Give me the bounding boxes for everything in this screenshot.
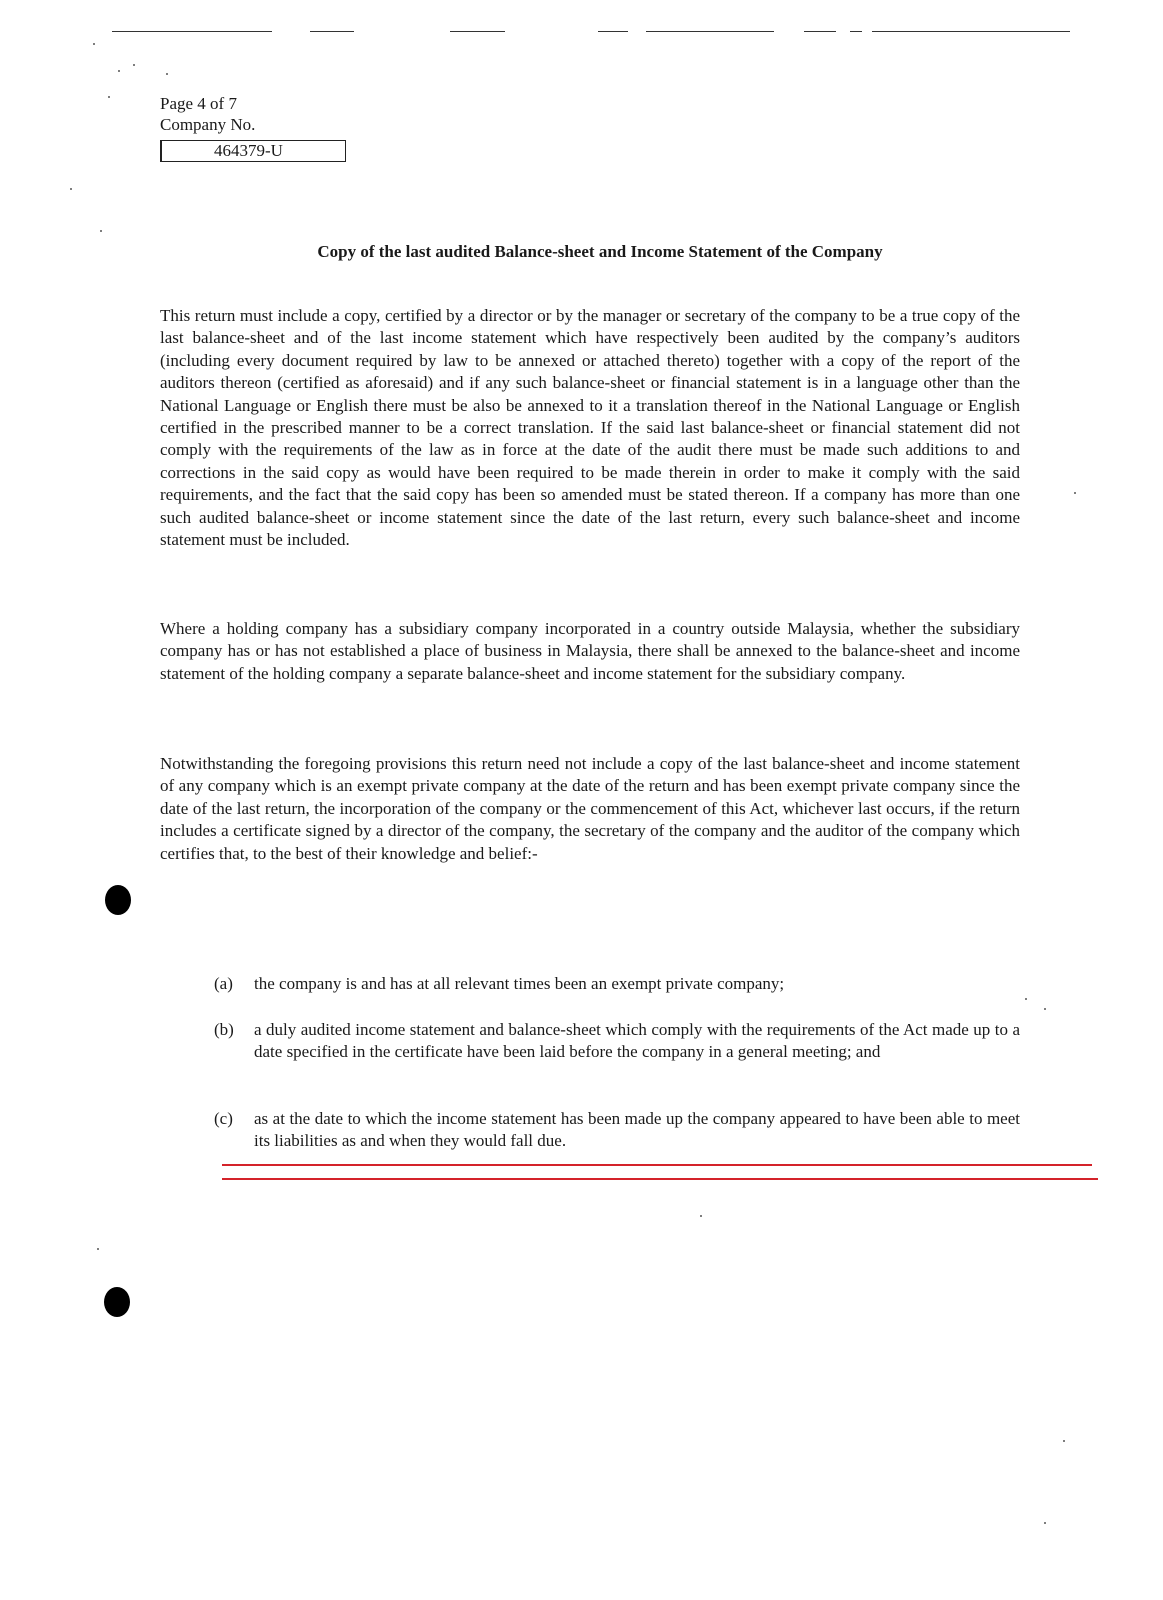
- list-item: [214, 973, 1020, 995]
- scan-speck: [1025, 998, 1027, 1000]
- top-rule-7: [850, 31, 862, 32]
- page-header: [160, 93, 255, 135]
- scan-speck: [166, 73, 168, 75]
- scan-speck: [133, 64, 135, 66]
- scan-speck: [118, 70, 120, 72]
- scan-speck: [97, 1248, 99, 1250]
- list-text: as at the date to which the income statement has been made up the company appeared to have been able to meet its liabilities as and when they would fall due.: [254, 1109, 1020, 1151]
- scan-speck: [100, 230, 102, 232]
- scan-speck: [93, 43, 95, 45]
- top-rule-2: [310, 31, 354, 32]
- punch-hole-icon: [104, 1287, 130, 1317]
- punch-hole-icon: [105, 885, 131, 915]
- page-number: Page 4 of 7: [160, 94, 237, 113]
- list-marker: (a): [214, 974, 233, 993]
- paragraph-holding-company: Where a holding company has a subsidiary company incorporated in a country outside Malaysia, whether the subsidiary company has or has not established a place of business in Malaysia, there shall be annexed to the balance-sheet and income statement of the holding company a separate balance-sheet and income statement for the subsidiary company.: [160, 619, 1020, 683]
- list-item: [214, 1108, 1020, 1153]
- page-title: Copy of the last audited Balance-sheet and Income Statement of the Company: [317, 242, 883, 261]
- company-no-box: 464379-U: [160, 140, 346, 162]
- paragraph-certified-copy: This return must include a copy, certified by a director or by the manager or secretary of the company to be a true copy of the last balance-sheet and of the last income statement which have respectively been audited by the company’s auditors (including every document required by law to be annexed or attached thereto) together with a copy of the report of the auditors thereon (certified as aforesaid) and if any such balance-sheet or financial statement is in a language other than the National Language or English there must be also be annexed to it a translation thereof in the National Language or English certified in the prescribed manner to be a correct translation. If the said last balance-sheet or financial statement did not comply with the requirements of the law as in force at the date of the audit there must be made such additions to and corrections in the said copy as would have been required to be made therein in order to make it comply with the said requirements, and the fact that the said copy has been so amended must be stated thereon. If a company has more than one such audited balance-sheet or income statement since the date of the last return, every such balance-sheet and income statement must be included.: [160, 306, 1020, 550]
- scan-speck: [1044, 1008, 1046, 1010]
- top-rule-4: [598, 31, 628, 32]
- scan-speck: [1074, 492, 1076, 494]
- scan-speck: [700, 1215, 702, 1217]
- scan-speck: [108, 96, 110, 98]
- red-rule-lower: [222, 1178, 1098, 1180]
- company-no-label: Company No.: [160, 115, 256, 134]
- scan-speck: [70, 188, 72, 190]
- top-rule-3: [450, 31, 505, 32]
- scan-speck: [1063, 1440, 1065, 1442]
- red-rule-upper: [222, 1164, 1092, 1166]
- list-marker: (b): [214, 1020, 234, 1039]
- list-item: [214, 1019, 1020, 1064]
- list-marker: (c): [214, 1109, 233, 1128]
- top-rule-6: [804, 31, 836, 32]
- paragraph-exempt-company: Notwithstanding the foregoing provisions this return need not include a copy of the last balance-sheet and income statement of any company which is an exempt private company at the date of the return and has been exempt private company since the date of the last return, the incorporation of the company or the commencement of this Act, whichever last occurs, if the return includes a certificate signed by a director of the company, the secretary of the company and the auditor of the company which certifies that, to the best of their knowledge and belief:-: [160, 754, 1020, 863]
- list-text: a duly audited income statement and balance-sheet which comply with the requirements of the Act made up to a date specified in the certificate have been laid before the company in a general meeting; and: [254, 1020, 1020, 1062]
- list-text: the company is and has at all relevant times been an exempt private company;: [254, 974, 785, 993]
- top-rule-8: [872, 31, 1070, 32]
- scan-speck: [1044, 1522, 1046, 1524]
- top-rule-5: [646, 31, 774, 32]
- top-rule-1: [112, 31, 272, 32]
